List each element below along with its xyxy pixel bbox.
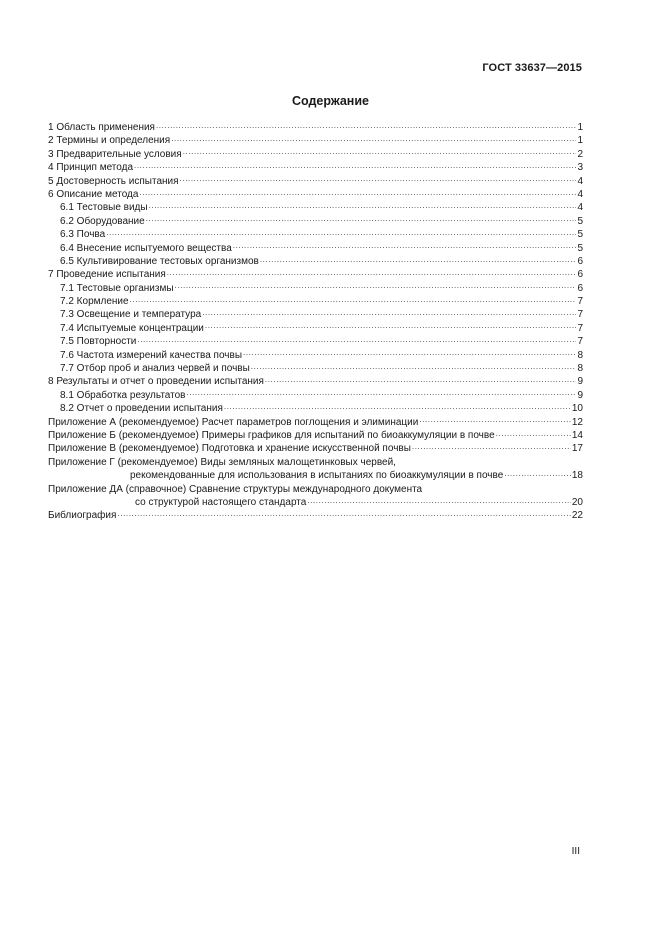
page-number: III — [571, 846, 580, 857]
dot-leader — [260, 254, 576, 264]
toc-subentry[interactable] — [48, 321, 583, 334]
toc-entry-page: 6 — [577, 255, 583, 267]
dot-leader — [183, 147, 576, 157]
dot-leader — [175, 281, 576, 291]
dot-leader — [171, 133, 576, 143]
toc-entry-title: Приложение В (рекомендуемое) Подготовка и хранение искусственной почвы — [48, 443, 411, 455]
document-code: ГОСТ 33637—2015 — [482, 62, 582, 74]
toc-entry-page: 18 — [571, 470, 583, 482]
toc-entry-title: Приложение Б (рекомендуемое) Примеры графиков для испытаний по биоаккумуляции в почве — [48, 429, 495, 441]
toc-subentry[interactable] — [48, 254, 583, 267]
toc-entry-title: 7.1 Тестовые организмы — [60, 282, 174, 294]
dot-leader — [137, 334, 576, 344]
dot-leader — [412, 441, 571, 451]
toc-subentry[interactable] — [48, 241, 583, 254]
dot-leader — [423, 482, 576, 492]
toc-entry[interactable] — [48, 120, 583, 133]
toc-entry-page: 6 — [577, 269, 583, 281]
dot-leader — [146, 214, 576, 224]
dot-leader — [186, 388, 576, 398]
toc-entry-page: 5 — [577, 242, 583, 254]
toc-entry-title: 5 Достоверность испытания — [48, 175, 179, 187]
dot-leader — [180, 174, 576, 184]
toc-entry-title: рекомендованные для использования в испытаниях по биоаккумуляции в почве — [130, 470, 504, 482]
toc-subentry[interactable] — [48, 227, 583, 240]
toc-entry-title: 7 Проведение испытания — [48, 269, 166, 281]
toc-entry-page: 8 — [577, 363, 583, 375]
toc-entry-title: 8.2 Отчет о проведении испытания — [60, 403, 223, 415]
toc-entry-page: 10 — [571, 403, 583, 415]
toc-appendix[interactable] — [48, 482, 583, 495]
toc-entry-page: 5 — [577, 229, 583, 241]
toc-entry-title: 7.2 Кормление — [60, 296, 129, 308]
dot-leader — [117, 508, 570, 518]
toc-subentry[interactable] — [48, 281, 583, 294]
dot-leader — [156, 120, 576, 130]
dot-leader — [233, 241, 576, 251]
toc-entry-page: 17 — [571, 443, 583, 455]
toc-entry-title: 6.1 Тестовые виды — [60, 202, 148, 214]
toc-entry-page: 5 — [577, 215, 583, 227]
toc-entry[interactable] — [48, 187, 583, 200]
toc-entry[interactable] — [48, 374, 583, 387]
toc-appendix-continuation[interactable] — [48, 495, 583, 508]
toc-entry-page: 4 — [577, 175, 583, 187]
toc-entry-title: Приложение А (рекомендуемое) Расчет параметров поглощения и элиминации — [48, 416, 419, 428]
dot-leader — [202, 307, 576, 317]
dot-leader — [496, 428, 571, 438]
toc-subentry[interactable] — [48, 294, 583, 307]
toc-heading: Содержание — [291, 94, 369, 108]
toc-appendix[interactable] — [48, 428, 583, 441]
toc-subentry[interactable] — [48, 361, 583, 374]
toc-entry-page: 4 — [577, 202, 583, 214]
toc-entry-page: 9 — [577, 376, 583, 388]
toc-entry-title: 4 Принцип метода — [48, 162, 134, 174]
toc-entry-title: со структурой настоящего стандарта — [135, 496, 307, 508]
dot-leader — [243, 348, 576, 358]
toc-entry-page: 22 — [571, 510, 583, 522]
toc-subentry[interactable] — [48, 214, 583, 227]
toc-entry-title: 6.4 Внесение испытуемого вещества — [60, 242, 232, 254]
dot-leader — [307, 495, 571, 505]
toc-entry[interactable] — [48, 160, 583, 173]
toc-entry-title: Приложение ДА (справочное) Сравнение структуры международного документа — [48, 483, 423, 495]
toc-entry[interactable] — [48, 133, 583, 146]
toc-entry[interactable] — [48, 508, 583, 521]
toc-entry-page: 3 — [577, 162, 583, 174]
toc-entry-title: Приложение Г (рекомендуемое) Виды земляных малощетинковых червей, — [48, 456, 396, 468]
dot-leader — [419, 415, 571, 425]
toc-entry-page: 4 — [577, 188, 583, 200]
toc-appendix[interactable] — [48, 455, 583, 468]
toc-entry-page: 6 — [577, 282, 583, 294]
dot-leader — [251, 361, 576, 371]
toc-appendix-continuation[interactable] — [48, 468, 583, 481]
toc-subentry[interactable] — [48, 401, 583, 414]
dot-leader — [130, 294, 576, 304]
toc-appendix[interactable] — [48, 415, 583, 428]
toc-entry-title: 8.1 Обработка результатов — [60, 389, 186, 401]
toc-entry-page: 7 — [577, 309, 583, 321]
toc-entry-title: 6.2 Оборудование — [60, 215, 145, 227]
toc-entry-title: 6 Описание метода — [48, 188, 139, 200]
toc-entry[interactable] — [48, 147, 583, 160]
dot-leader — [167, 267, 576, 277]
toc-entry-title: 7.6 Частота измерений качества почвы — [60, 349, 243, 361]
toc-entry-title: 7.5 Повторности — [60, 336, 137, 348]
toc-entry-title: Библиография — [48, 510, 117, 522]
toc-entry-page: 8 — [577, 349, 583, 361]
toc-entry-page: 1 — [577, 122, 583, 133]
toc-entry-title: 3 Предварительные условия — [48, 148, 182, 160]
dot-leader — [397, 455, 576, 465]
toc-subentry[interactable] — [48, 334, 583, 347]
toc-entry-title: 7.4 Испытуемые концентрации — [60, 322, 204, 334]
toc-appendix[interactable] — [48, 441, 583, 454]
dot-leader — [265, 374, 576, 384]
toc-entry-page: 7 — [577, 322, 583, 334]
dot-leader — [205, 321, 576, 331]
toc-entry[interactable] — [48, 174, 583, 187]
toc-entry-page: 14 — [571, 429, 583, 441]
toc-entry-title: 7.7 Отбор проб и анализ червей и почвы — [60, 363, 250, 375]
table-of-contents — [48, 120, 583, 522]
toc-entry-page: 1 — [577, 135, 583, 147]
toc-entry-page: 2 — [577, 148, 583, 160]
dot-leader — [134, 160, 576, 170]
toc-entry-title: 1 Область применения — [48, 122, 155, 133]
toc-entry-page: 7 — [577, 336, 583, 348]
toc-entry-page: 12 — [571, 416, 583, 428]
toc-entry-page: 7 — [577, 296, 583, 308]
toc-entry-title: 8 Результаты и отчет о проведении испытания — [48, 376, 264, 388]
toc-entry-page: 9 — [577, 389, 583, 401]
dot-leader — [139, 187, 576, 197]
dot-leader — [224, 401, 571, 411]
toc-subentry[interactable] — [48, 200, 583, 213]
toc-subentry[interactable] — [48, 388, 583, 401]
toc-entry-title: 6.3 Почва — [60, 229, 106, 241]
toc-entry-title: 7.3 Освещение и температура — [60, 309, 202, 321]
toc-entry-title: 6.5 Культивирование тестовых организмов — [60, 255, 259, 267]
dot-leader — [504, 468, 571, 478]
toc-entry-title: 2 Термины и определения — [48, 135, 171, 147]
toc-entry-page: 20 — [571, 496, 583, 508]
dot-leader — [106, 227, 576, 237]
dot-leader — [149, 200, 576, 210]
toc-subentry[interactable] — [48, 307, 583, 320]
toc-entry[interactable] — [48, 267, 583, 280]
toc-subentry[interactable] — [48, 348, 583, 361]
